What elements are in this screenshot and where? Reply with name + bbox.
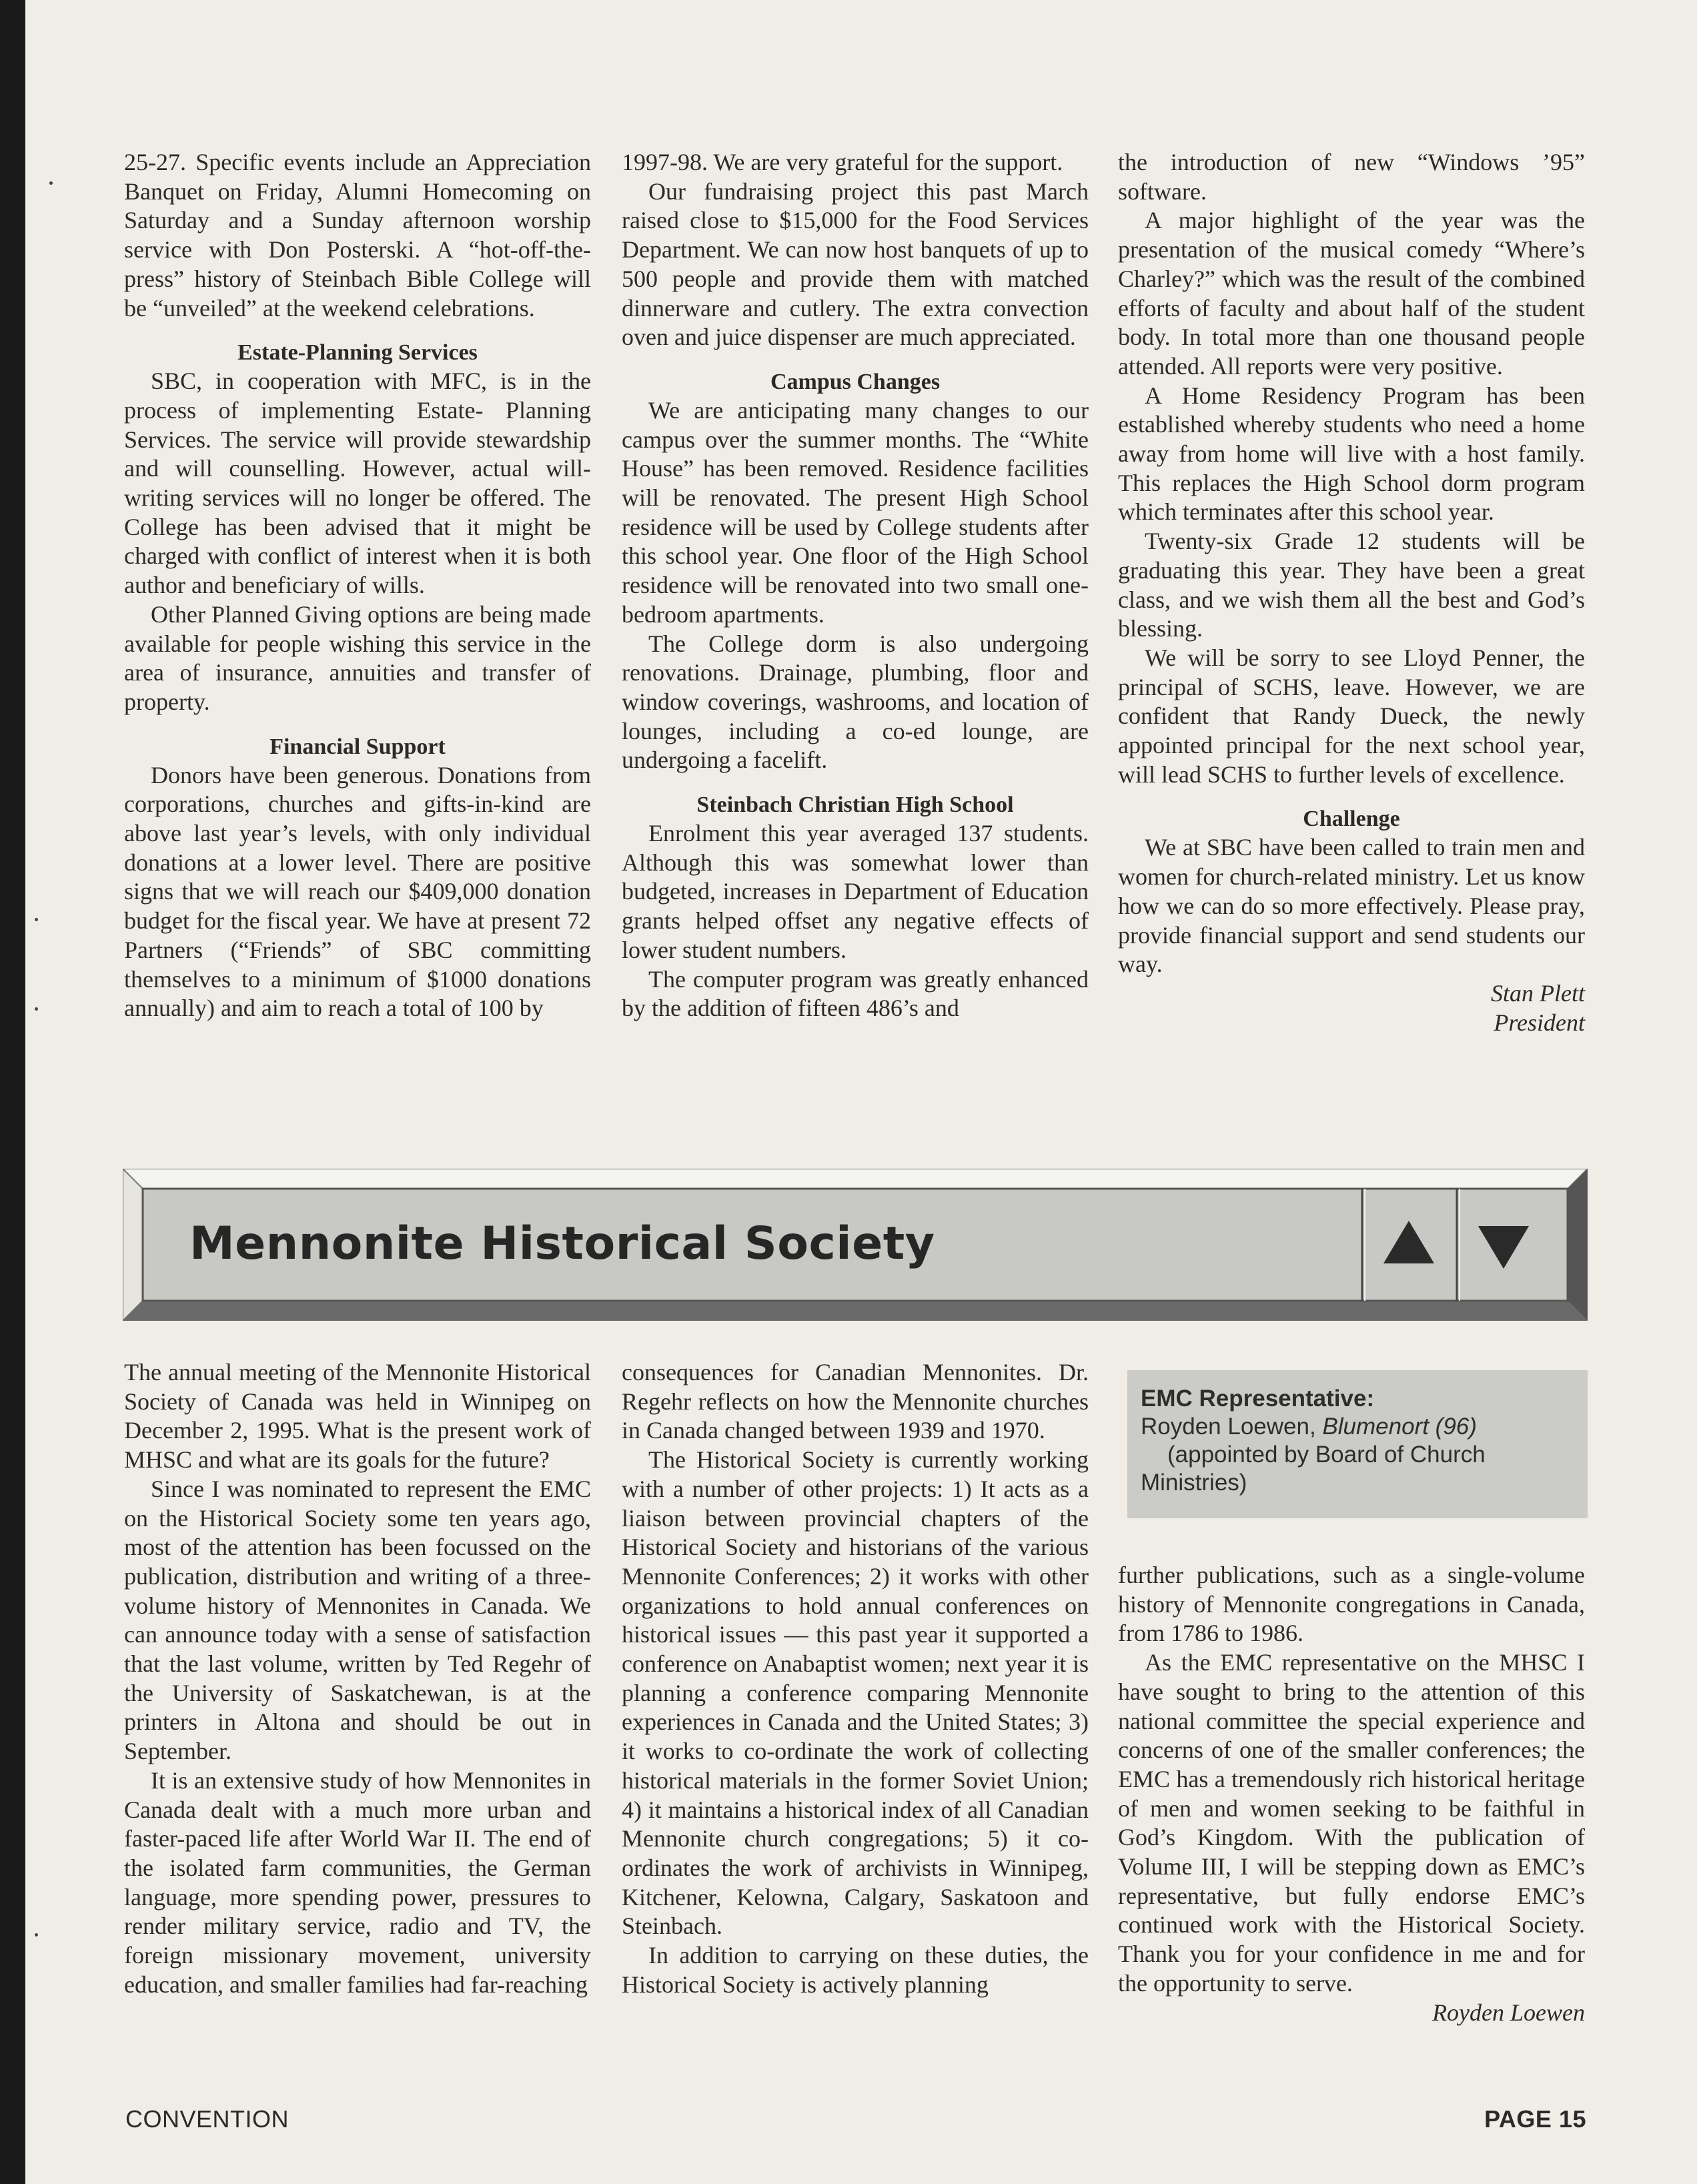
signature-name: Royden Loewen [1432, 1999, 1585, 2026]
scan-speck [35, 918, 38, 921]
paragraph: We will be sorry to see Lloyd Penner, the principal of SCHS, leave. However, we are confident that Randy Dueck, the newly appointed principal for the next school year, will lead SCHS to further levels of excellence. [1118, 644, 1585, 788]
paragraph: Since I was nominated to represent the EMC on the Historical Society some ten years ago, most of the attention has been focussed on the publication, distribution and writing of a three-volume history of Mennonites in Canada. We can announce today with a sense of satisfaction that the last volume, written by Ted Regehr of the University of Saskatchewan, is at the printers in Altona and should be out in September. [124, 1475, 591, 1765]
paragraph: The annual meeting of the Mennonite Historical Society of Canada was held in Winnipeg on December 2, 1995. What is the present work of MHSC and what are its goals for the future? [124, 1359, 591, 1474]
section-banner [123, 1169, 1588, 1321]
triangle-down-icon[interactable] [1457, 1202, 1550, 1287]
scan-speck [35, 1933, 38, 1937]
paragraph: In addition to carrying on these duties, the Historical Society is actively planning [622, 1942, 1089, 1998]
section-heading-campus: Campus Changes [770, 369, 941, 394]
paragraph: Donors have been generous. Donations from corporations, churches and gifts-in-kind are above last year’s levels, with only individual donations at a lower level. There are positive signs that we will reach our $409,000 donation budget for the fiscal year. We have at present 72 Partners (“Friends” of SBC committing themselves to a minimum of $1000 donations annually) and aim to reach a total of 100 by [124, 761, 591, 1022]
info-line: (appointed by Board of Church [1167, 1442, 1486, 1468]
info-place: Blumenort (96) [1322, 1414, 1477, 1440]
paragraph: the introduction of new “Windows ’95” software. [1118, 149, 1585, 205]
paragraph: Enrolment this year averaged 137 students. Although this was somewhat lower than budgeted, increases in Department of Education grants helped offset any negative effects of lower student numbers. [622, 820, 1089, 963]
paragraph: The Historical Society is currently working with a number of other projects: 1) It acts as a liaison between provincial chapters of the Historical Society and historians of the various Mennonite Conferences; 2) it works with other organizations to hold annual conferences on historical issues — this past year it supported a conference on Anabaptist women; next year it is planning a conference comparing Mennonite experiences in Canada and the United States; 3) it works to co-ordinate the work of collecting historical materials in the former Soviet Union; 4) it maintains a historical index of all Canadian Mennonite church congregations; 5) it co-ordinates the work of archivists in Winnipeg, Kitchener, Kelowna, Calgary, Saskatoon and Steinbach. [622, 1446, 1089, 1940]
paragraph: The computer program was greatly enhanced by the addition of fifteen 486’s and [622, 965, 1089, 1022]
paragraph: Twenty-six Grade 12 students will be graduating this year. They have been a great class, and we wish them all the best and God’s blessing. [1118, 528, 1585, 642]
signature-name: Stan Plett [1491, 979, 1585, 1007]
paragraph: SBC, in cooperation with MFC, is in the process of implementing Estate- Planning Services. The service will provide stewardship and will counselling. However, actual will-writing services will no longer be offered. The College has been advised that it might be charged with conflict of interest when it is both author and beneficiary of wills. [124, 368, 591, 599]
article-column-5 [622, 1358, 1089, 1999]
article-column-3 [1118, 148, 1585, 1037]
paragraph: A Home Residency Program has been established whereby students who need a home away from home will live with a host family. This replaces the High School dorm program which terminates after this school year. [1118, 382, 1585, 526]
paragraph: We at SBC have been called to train men and women for church-related ministry. Let us know how we can do so more effectively. Please pray, provide financial support and send students our way. [1118, 834, 1585, 978]
info-name-line [1141, 1413, 1588, 1441]
paragraph: 1997-98. We are very grateful for the support. [622, 149, 1063, 175]
article-column-6 [1118, 1561, 1585, 2027]
paragraph: consequences for Canadian Mennonites. Dr. Regehr reflects on how the Mennonite churches in Canada changed between 1939 and 1970. [622, 1359, 1089, 1444]
emc-representative-box [1127, 1370, 1588, 1518]
signature-title: President [1494, 1009, 1585, 1036]
paragraph: A major highlight of the year was the presentation of the musical comedy “Where’s Charley?” which was the result of the combined efforts of faculty and about half of the student body. In total more than one thousand people attended. All reports were very positive. [1118, 207, 1585, 380]
page-number: PAGE 15 [1484, 2105, 1586, 2133]
page-binding-edge [0, 0, 25, 2184]
scan-speck [49, 181, 53, 185]
section-heading-estate: Estate-Planning Services [237, 340, 478, 366]
info-label: EMC Representative: [1141, 1386, 1375, 1412]
section-heading-financial: Financial Support [269, 734, 446, 759]
paragraph: The College dorm is also undergoing renovations. Drainage, plumbing, floor and window coverings, washrooms, and location of lounges, including a co-ed lounge, are undergoing a facelift. [622, 630, 1089, 774]
section-heading-schs: Steinbach Christian High School [696, 792, 1014, 818]
article-column-2 [622, 148, 1089, 1023]
article-column-1 [124, 148, 591, 1023]
paragraph: As the EMC representative on the MHSC I have sought to bring to the attention of this national committee the special experience and concerns of one of the smaller conferences; the EMC has a tremendously rich historical heritage of men and women seeking to be faithful in God’s Kingdom. With the publication of Volume III, I will be stepping down as EMC’s representative, but fully endorse EMC’s continued work with the Historical Society. Thank you for your confidence in me and for the opportunity to serve. [1118, 1649, 1585, 1997]
paragraph: Other Planned Giving options are being made available for people wishing this service in the area of insurance, annuities and transfer of property. [124, 600, 591, 715]
banner-title: Mennonite Historical Society [189, 1217, 935, 1270]
section-heading-challenge: Challenge [1303, 806, 1400, 832]
info-line: Ministries) [1141, 1470, 1247, 1496]
article-column-4 [124, 1358, 591, 1999]
triangle-up-icon[interactable] [1362, 1202, 1456, 1287]
footer-section-label: CONVENTION [125, 2105, 290, 2133]
scan-speck [35, 1007, 38, 1011]
paragraph: 25-27. Specific events include an Appreciation Banquet on Friday, Alumni Homecoming on Saturday and a Sunday afternoon worship service with Don Posterski. A “hot-off-the-press” history of Steinbach Bible College will be “unveiled” at the weekend celebrations. [124, 149, 591, 322]
info-name: Royden Loewen, [1141, 1414, 1316, 1440]
paragraph: We are anticipating many changes to our campus over the summer months. The “White House” has been removed. Residence facilities will be renovated. The present High School residence will be used by College students after this school year. One floor of the High School residence will be renovated into two small one-bedroom apartments. [622, 396, 1089, 628]
paragraph: It is an extensive study of how Mennonites in Canada dealt with a much more urban and faster-paced life after World War II. The end of the isolated farm communities, the German language, more spending power, pressures to render military service, radio and TV, the foreign missionary movement, university education, and smaller families had far-reaching [124, 1766, 591, 1998]
paragraph: Our fundraising project this past March raised close to $15,000 for the Food Services Department. We can now host banquets of up to 500 people and provide them with matched dinnerware and cutlery. The extra convection oven and juice dispenser are much appreciated. [622, 177, 1089, 351]
paragraph: further publications, such as a single-volume history of Mennonite congregations in Canada, from 1786 to 1986. [1118, 1562, 1585, 1647]
